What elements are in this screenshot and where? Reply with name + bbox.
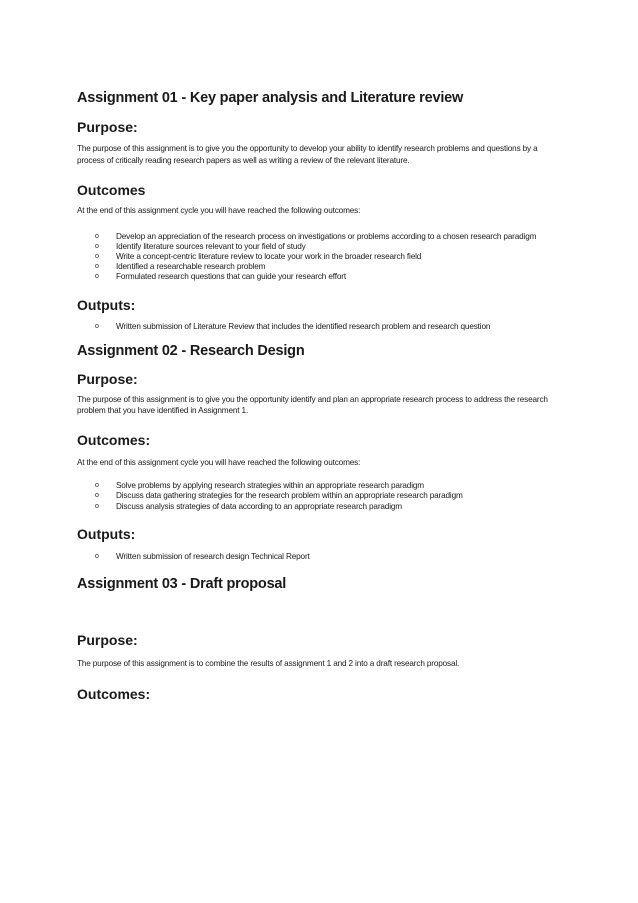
assignment-02-outcomes-list <box>77 481 567 512</box>
assignment-03-section <box>77 575 567 703</box>
assignment-01-outcomes-intro: At the end of this assignment cycle you will have reached the following outcomes: <box>77 206 361 215</box>
list-item <box>95 242 567 252</box>
bullet-icon: o <box>95 492 99 500</box>
list-item <box>95 552 567 562</box>
assignment-03-purpose-heading: Purpose: <box>77 632 138 649</box>
list-item <box>95 232 567 242</box>
assignment-01-purpose-text: The purpose of this assignment is to give you the opportunity to develop your ability to identify research problems and questions by a process of critically reading research papers as well as writing a review of the relevant literature. <box>77 144 538 165</box>
list-item <box>95 272 567 282</box>
list-item <box>95 491 567 501</box>
list-item <box>95 262 567 272</box>
bullet-icon: o <box>95 242 99 250</box>
assignment-03-purpose-text: The purpose of this assignment is to combine the results of assignment 1 and 2 into a draft research proposal. <box>77 659 460 669</box>
bullet-icon: o <box>95 482 99 490</box>
list-item-text: Write a concept-centric literature review to locate your work in the broader research field <box>116 251 422 261</box>
assignment-02-section <box>77 342 567 562</box>
list-item <box>95 481 567 491</box>
list-item-text: Written submission of Literature Review that includes the identified research problem and research question <box>116 321 491 331</box>
assignment-02-purpose-heading: Purpose: <box>77 370 138 387</box>
assignment-02-outcomes-heading: Outcomes: <box>77 431 151 448</box>
assignment-02-title: Assignment 02 - Research Design <box>77 342 305 359</box>
assignment-03-outcomes-heading: Outcomes: <box>77 685 151 702</box>
assignment-03-title: Assignment 03 - Draft proposal <box>77 576 287 593</box>
list-item <box>95 322 567 332</box>
list-item-text: Formulated research questions that can guide your research effort <box>116 272 346 282</box>
list-item-text: Identify literature sources relevant to your field of study <box>116 241 306 251</box>
assignment-02-outputs-heading: Outputs: <box>77 525 136 542</box>
list-item-text: Develop an appreciation of the research process on investigations or problems according to a chosen research paradigm <box>116 231 537 241</box>
assignment-01-outputs-list <box>77 322 567 332</box>
list-item-text: Solve problems by applying research strategies within an appropriate research paradigm <box>116 481 424 491</box>
bullet-icon: o <box>95 252 99 260</box>
bullet-icon: o <box>95 232 99 240</box>
assignment-02-purpose-text: The purpose of this assignment is to give you the opportunity identify and plan an appropriate research process to address the research problem that you have identified in Assignment 1. <box>77 394 548 416</box>
assignment-01-outcomes-list <box>77 232 567 283</box>
bullet-icon: o <box>95 273 99 281</box>
bullet-icon: o <box>95 263 99 271</box>
assignment-02-outcomes-intro: At the end of this assignment cycle you will have reached the following outcomes: <box>77 457 361 467</box>
list-item-text: Discuss analysis strategies of data according to an appropriate research paradigm <box>116 501 402 511</box>
assignment-02-outputs-list <box>77 552 567 562</box>
assignment-01-title: Assignment 01 - Key paper analysis and Literature review <box>77 90 464 106</box>
list-item-text: Discuss data gathering strategies for the research problem within an appropriate research paradigm <box>116 491 463 501</box>
assignment-01-outputs-heading: Outputs: <box>77 296 136 313</box>
list-item-text: Identified a researchable research problem <box>116 262 266 272</box>
bullet-icon: o <box>95 502 99 510</box>
bullet-icon: o <box>95 322 99 330</box>
bullet-icon: o <box>95 552 99 560</box>
assignment-01-purpose-heading: Purpose: <box>77 119 138 135</box>
assignment-01-section <box>77 89 567 332</box>
document-content <box>77 89 567 703</box>
assignment-01-outcomes-heading: Outcomes <box>77 182 146 198</box>
list-item <box>95 502 567 512</box>
list-item <box>95 252 567 262</box>
list-item-text: Written submission of research design Technical Report <box>116 551 310 561</box>
